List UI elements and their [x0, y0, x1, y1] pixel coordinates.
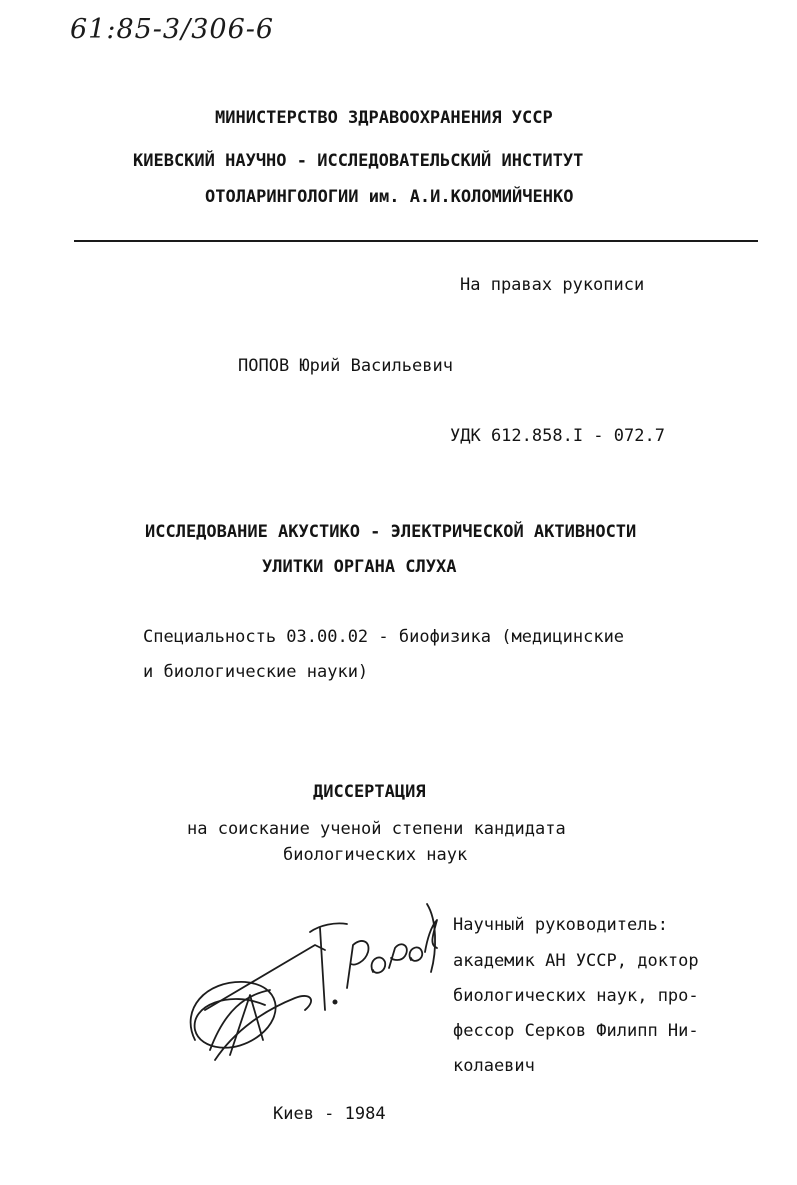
- specialty-line-2: и биологические науки): [143, 662, 369, 682]
- supervisor-line-2: академик АН УССР, доктор: [453, 951, 699, 971]
- degree-line-1: на соискание ученой степени кандидата: [187, 819, 566, 839]
- place-and-year: Киев - 1984: [273, 1104, 386, 1124]
- specialty-line-1: Специальность 03.00.02 - биофизика (медицинские: [143, 627, 625, 647]
- supervisor-line-4: фессор Серков Филипп Ни-: [453, 1021, 699, 1041]
- supervisor-line-5: колаевич: [453, 1056, 535, 1076]
- institute-name: ОТОЛАРИНГОЛОГИИ им. А.И.КОЛОМИЙЧЕНКО: [205, 187, 574, 207]
- title-line-2: УЛИТКИ ОРГАНА СЛУХА: [262, 557, 457, 577]
- udk-code: УДК 612.858.I - 072.7: [450, 426, 665, 446]
- manuscript-note: На правах рукописи: [460, 275, 645, 295]
- degree-line-2: биологических наук: [283, 845, 468, 865]
- title-line-1: ИССЛЕДОВАНИЕ АКУСТИКО - ЭЛЕКТРИЧЕСКОЙ АКТИВНОСТИ: [145, 522, 637, 542]
- dissertation-heading: ДИССЕРТАЦИЯ: [313, 782, 426, 802]
- ministry-heading: МИНИСТЕРСТВО ЗДРАВООХРАНЕНИЯ УССР: [215, 108, 553, 128]
- supervisor-label: Научный руководитель:: [453, 915, 668, 935]
- header-divider: [74, 240, 758, 242]
- handwritten-archive-mark: 61:85-3/306-6: [70, 14, 275, 45]
- author-signature: [175, 890, 445, 1080]
- author-name: ПОПОВ Юрий Васильевич: [238, 356, 453, 376]
- supervisor-line-3: биологических наук, про-: [453, 986, 699, 1006]
- institute-heading: КИЕВСКИЙ НАУЧНО - ИССЛЕДОВАТЕЛЬСКИЙ ИНСТИТУТ: [133, 151, 584, 171]
